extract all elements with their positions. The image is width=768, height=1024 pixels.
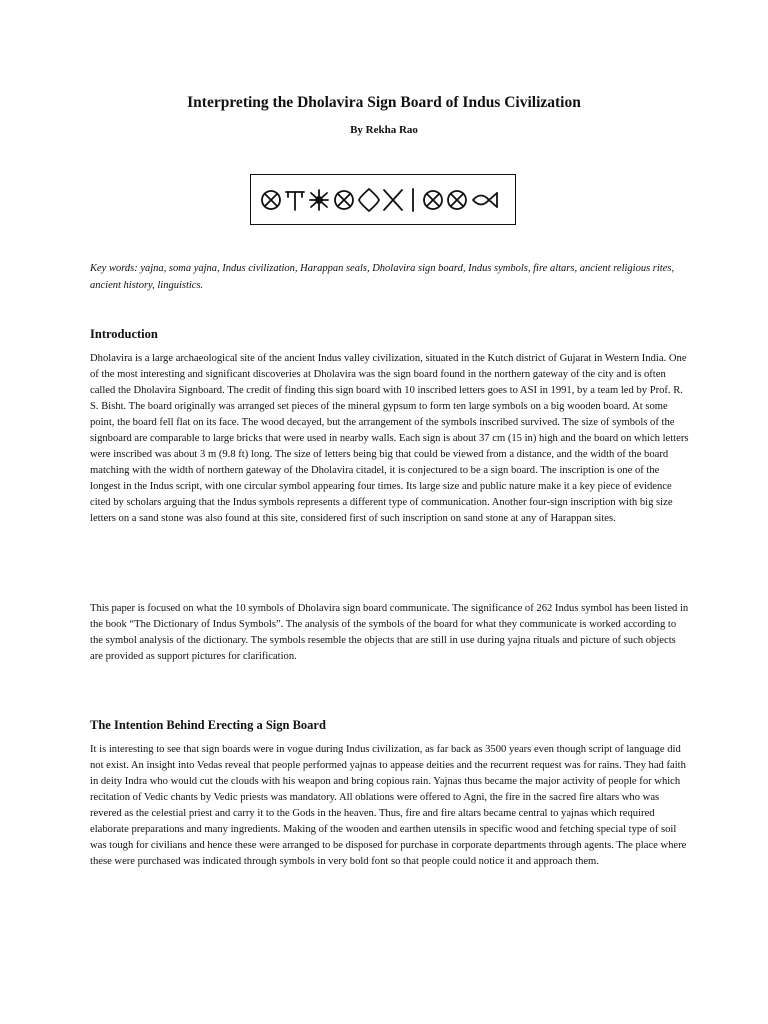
wheel-symbol <box>448 191 466 209</box>
section-heading-intention: The Intention Behind Erecting a Sign Board <box>90 718 326 732</box>
introduction-paragraph-1: Dholavira is a large archaeological site of the ancient Indus valley civilization, situated in the Kutch district of Gujarat in Western India. One of the most interesting and significant discoveries at Dholavira was the sign board found in the northern gateway of the city and is often called the Dholavira Signboard. The credit of finding this sign board with 10 inscribed letters goes to ASI in 1991, by a team led by Prof. R. S. Bisht. The board originally was arranged set pieces of the mineral gypsum to form ten large symbols on a big wooden board. At some point, the board fell flat on its face. The wood decayed, but the arrangement of the symbols inscribed survived. The size of symbols of the signboard are comparable to large bricks that were used in nearby walls. Each sign is about 37 cm (15 in) high and the board on which letters were inscribed was about 3 m (9.8 ft) long. The size of letters being big that could be viewed from a distance, and the width of the board matching with the width of northern gateway of the Dholavira citadel, it is conjectured to be a sign board. The inscription is one of the longest in the Indus script, with one circular symbol appearing four times. Its large size and public nature make it a key piece of evidence cited by scholars arguing that the Indus symbols represents a different type of communication. Another four-sign inscription with big size letters on a sand stone was also found at this site, considered first of such inscription on sand stone at any of Harappan sites. <box>90 353 689 524</box>
branch-symbol <box>310 190 328 210</box>
tee-symbol <box>286 192 304 210</box>
fish-symbol <box>473 193 497 207</box>
wheel-symbol <box>262 191 280 209</box>
diamond-symbol <box>359 189 379 211</box>
cross-symbol <box>384 190 402 210</box>
keywords-line: Key words: yajna, soma yajna, Indus civilization, Harappan seals, Dholavira sign board, Indus symbols, fire altars, ancient religious rites, ancient history, linguistics. <box>90 263 675 291</box>
author-byline: By Rekha Rao <box>350 124 418 136</box>
section-heading-introduction: Introduction <box>90 327 158 341</box>
signboard-symbols <box>251 175 515 224</box>
wheel-symbol <box>424 191 442 209</box>
introduction-paragraph-2: This paper is focused on what the 10 symbols of Dholavira sign board communicate. The significance of 262 Indus symbol has been listed in the book “The Dictionary of Indus Symbols”. The analysis of the symbols of the board for what they communicate is worked according to the symbol analysis of the dictionary. The symbols resemble the objects that are still in use during yajna rituals and picture of such objects are provided as support pictures for clarification. <box>90 603 689 662</box>
paper-title: Interpreting the Dholavira Sign Board of Indus Civilization <box>187 94 581 111</box>
dholavira-signboard-figure <box>250 174 516 225</box>
wheel-symbol <box>335 191 353 209</box>
intention-paragraph-1: It is interesting to see that sign boards were in vogue during Indus civilization, as far back as 3500 years even though script of language did not exist. An insight into Vedas reveal that people performed yajnas to appease deities and the recurrent request was for rains. They had faith in deity Indra who would cut the clouds with his weapon and bring copious rain. Yajnas thus became the major activity of people for which recitation of Vedic chants by Vedic priests was mandatory. All oblations were offered to Agni, the fire in the sacred fire altars who was revered as the celestial priest and carry it to the Gods in the heaven. Thus, fire and fire altars became central to yajnas which required elaborate preparations and many ingredients. Making of the wooden and earthen utensils in specific wood and fetching special type of soil was tough for civilians and hence these were arranged to be disposed for purchase in corporate departments through agents. The place where these were purchased was indicated through symbols in very bold font so that people could notice it and approach them. <box>90 744 687 867</box>
